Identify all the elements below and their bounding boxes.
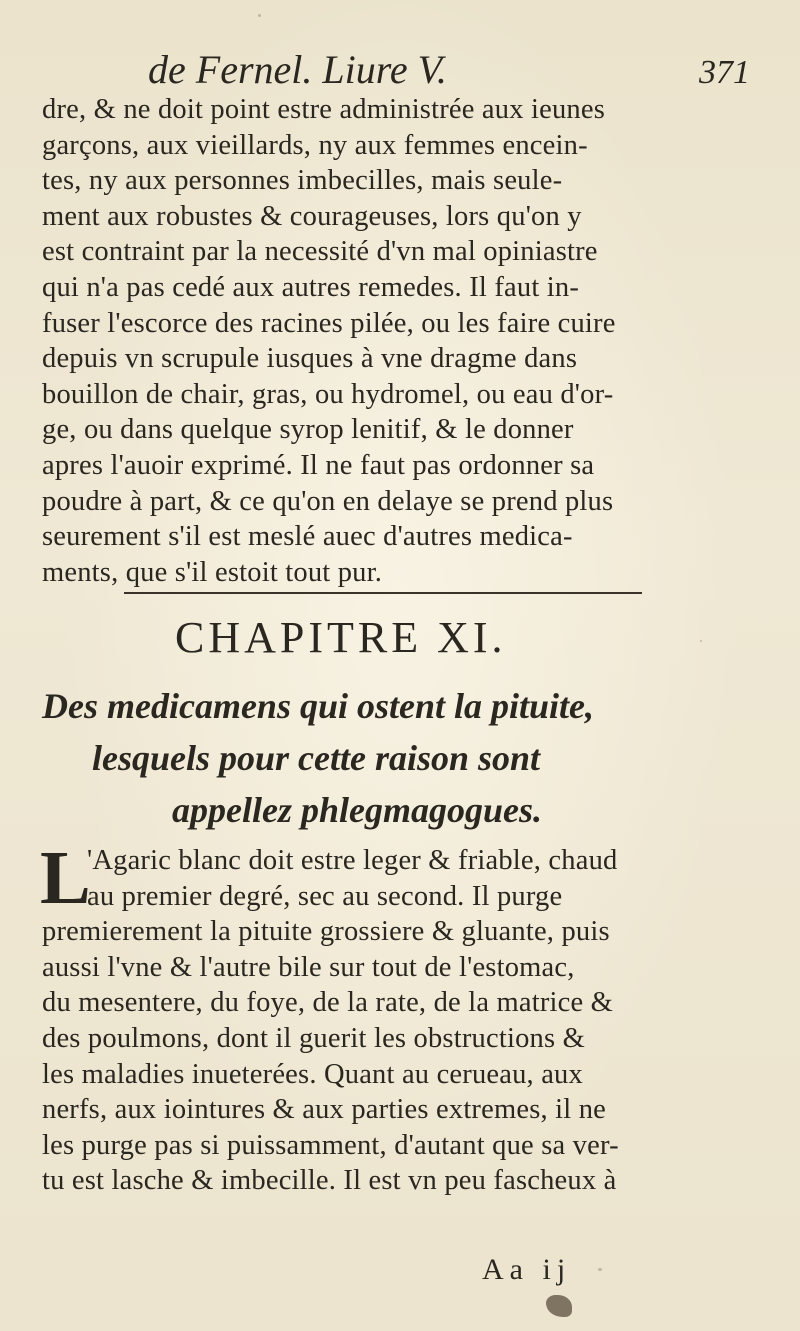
subtitle-line: appellez phlegmagogues. [172, 790, 542, 830]
subtitle-line: lesquels pour cette raison sont [92, 738, 541, 778]
running-head: de Fernel. Liure V. [148, 47, 447, 92]
text-line: fuser l'escorce des racines pilée, ou les faire cuire [42, 307, 616, 339]
ink-blot [546, 1295, 572, 1317]
chapter-heading: CHAPITRE XI. [175, 613, 507, 662]
text-line: du mesentere, du foye, de la rate, de la matrice & [42, 987, 614, 1019]
text-line: les purge pas si puissamment, d'autant que sa ver- [42, 1129, 619, 1161]
text-line: premierement la pituite grossiere & gluante, puis [42, 916, 610, 948]
text-line: garçons, aux vieillards, ny aux femmes encein- [42, 129, 588, 161]
text-line: 'Agaric blanc doit estre leger & friable, chaud [87, 845, 618, 876]
text-line: qui n'a pas cedé aux autres remedes. Il faut in- [42, 271, 580, 303]
text-line: des poulmons, dont il guerit les obstructions & [42, 1022, 585, 1054]
section-divider [124, 592, 642, 594]
text-line: ment aux robustes & courageuses, lors qu'on y [42, 200, 582, 232]
text-line: ge, ou dans quelque syrop lenitif, & le donner [42, 414, 574, 446]
text-line: seurement s'il est meslé auec d'autres medica- [42, 521, 573, 553]
text-line: ments, que s'il estoit tout pur. [42, 556, 383, 588]
text-line: est contraint par la necessité d'vn mal opiniastre [42, 236, 598, 268]
text-line: dre, & ne doit point estre administrée aux ieunes [42, 94, 606, 125]
text-line: tes, ny aux personnes imbecilles, mais seule- [42, 165, 563, 197]
text-line: aussi l'vne & l'autre bile sur tout de l'estomac, [42, 951, 575, 983]
text-line: nerfs, aux iointures & aux parties extremes, il ne [42, 1094, 606, 1126]
text-line: bouillon de chair, gras, ou hydromel, ou eau d'or- [42, 378, 614, 410]
drop-cap: L [40, 836, 91, 920]
paper-speck [598, 1268, 602, 1271]
text-line: les maladies inueterées. Quant au cerueau, aux [42, 1058, 583, 1090]
subtitle-line: Des medicamens qui ostent la pituite, [42, 686, 595, 726]
chapter-paragraph [40, 836, 762, 1199]
text-line: apres l'auoir exprimé. Il ne faut pas ordonner sa [42, 449, 595, 481]
text-line: au premier degré, sec au second. Il purge [87, 880, 563, 912]
signature-mark: Aa ij [482, 1253, 572, 1286]
page-number: 371 [699, 54, 750, 91]
chapter-subtitle [42, 680, 782, 836]
text-line: poudre à part, & ce qu'on en delaye se prend plus [42, 485, 614, 517]
paper-speck [700, 640, 702, 642]
paper-speck [258, 14, 261, 17]
text-line: depuis vn scrupule iusques à vne dragme dans [42, 343, 578, 375]
paragraph-continued [42, 92, 762, 590]
page-header [140, 46, 750, 96]
text-line: tu est lasche & imbecille. Il est vn peu fascheux à [42, 1165, 617, 1197]
